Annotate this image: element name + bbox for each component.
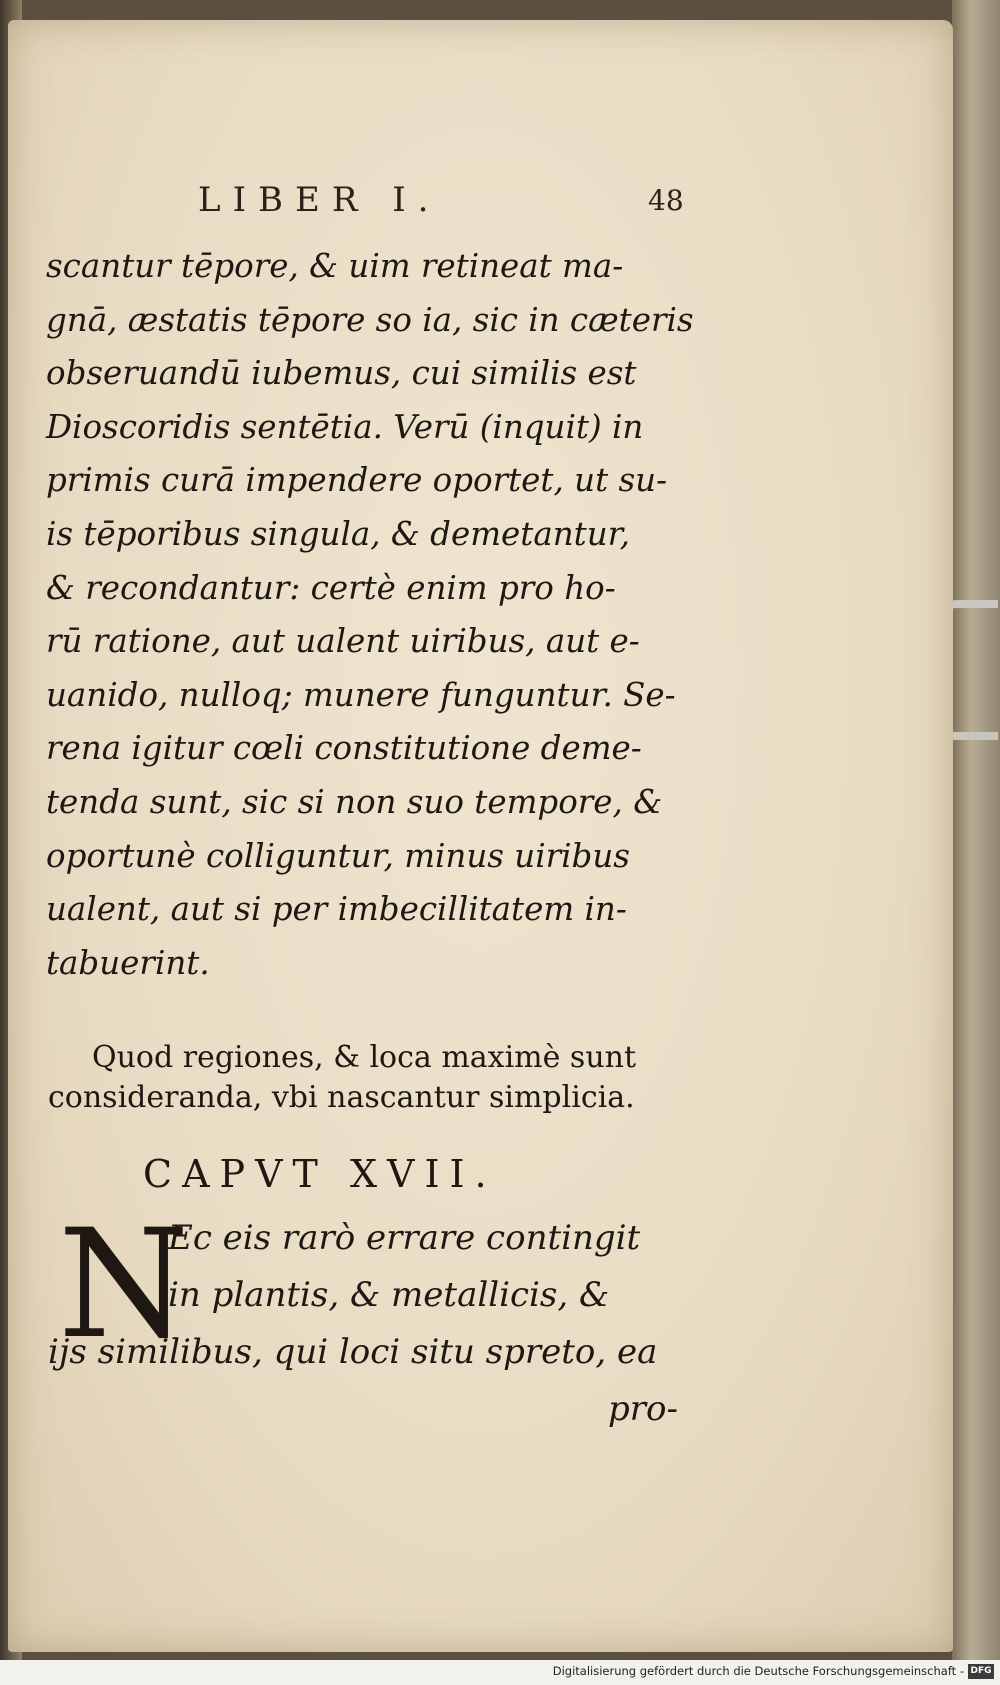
dfg-logo: DFG <box>968 1664 994 1679</box>
chapter-heading: CAPVT XVII. <box>143 1152 497 1196</box>
running-title: LIBER I. <box>198 180 441 220</box>
text-line: Ec eis rarò errare contingit <box>168 1218 641 1258</box>
text-line: rena igitur cœli constitutione deme- <box>46 729 642 768</box>
funding-credit: Digitalisierung gefördert durch die Deutsche Forschungsgemeinschaft - <box>552 1664 964 1678</box>
summary-line: Quod regiones, & loca maximè sunt <box>92 1040 637 1075</box>
text-line: oportunè colliguntur, minus uiribus <box>46 836 630 875</box>
drop-cap-initial: N <box>58 1198 190 1372</box>
text-line: uanido, nulloq; munere funguntur. Se- <box>46 675 676 714</box>
text-line: obseruandū iubemus, cui similis est <box>46 354 637 393</box>
chapter-summary <box>48 1038 698 1118</box>
text-line: gnā, æstatis tēpore so ia, sic in cæteris <box>46 300 694 339</box>
text-line: ualent, aut si per imbecillitatem in- <box>46 890 627 929</box>
text-line: in plantis, & metallicis, & <box>168 1275 610 1315</box>
text-line: tenda sunt, sic si non suo tempore, & <box>46 782 663 821</box>
book-edge-right <box>952 0 1000 1660</box>
text-line: & recondantur: certè enim pro ho- <box>46 568 616 607</box>
text-line: scantur tēpore, & uim retineat ma- <box>46 247 624 285</box>
body-text <box>46 240 696 990</box>
page-header <box>8 180 953 240</box>
text-line: primis curā impendere oportet, ut su- <box>46 461 668 500</box>
catchword: pro- <box>608 1389 678 1429</box>
text-line: Dioscoridis sentētia. Verū (inquit) in <box>46 407 644 446</box>
text-line: tabuerint. <box>46 943 210 982</box>
summary-line: consideranda, vbi nascantur simplicia. <box>48 1080 635 1115</box>
footer-bar <box>0 1660 1000 1685</box>
text-line: is tēporibus singula, & demetantur, <box>46 514 630 553</box>
chapter-text <box>48 1198 698 1438</box>
text-line: rū ratione, aut ualent uiribus, aut e- <box>46 622 640 661</box>
page-number: 48 <box>648 184 684 217</box>
text-line: ijs similibus, qui loci situ spreto, ea <box>48 1332 658 1372</box>
book-page <box>8 20 953 1652</box>
